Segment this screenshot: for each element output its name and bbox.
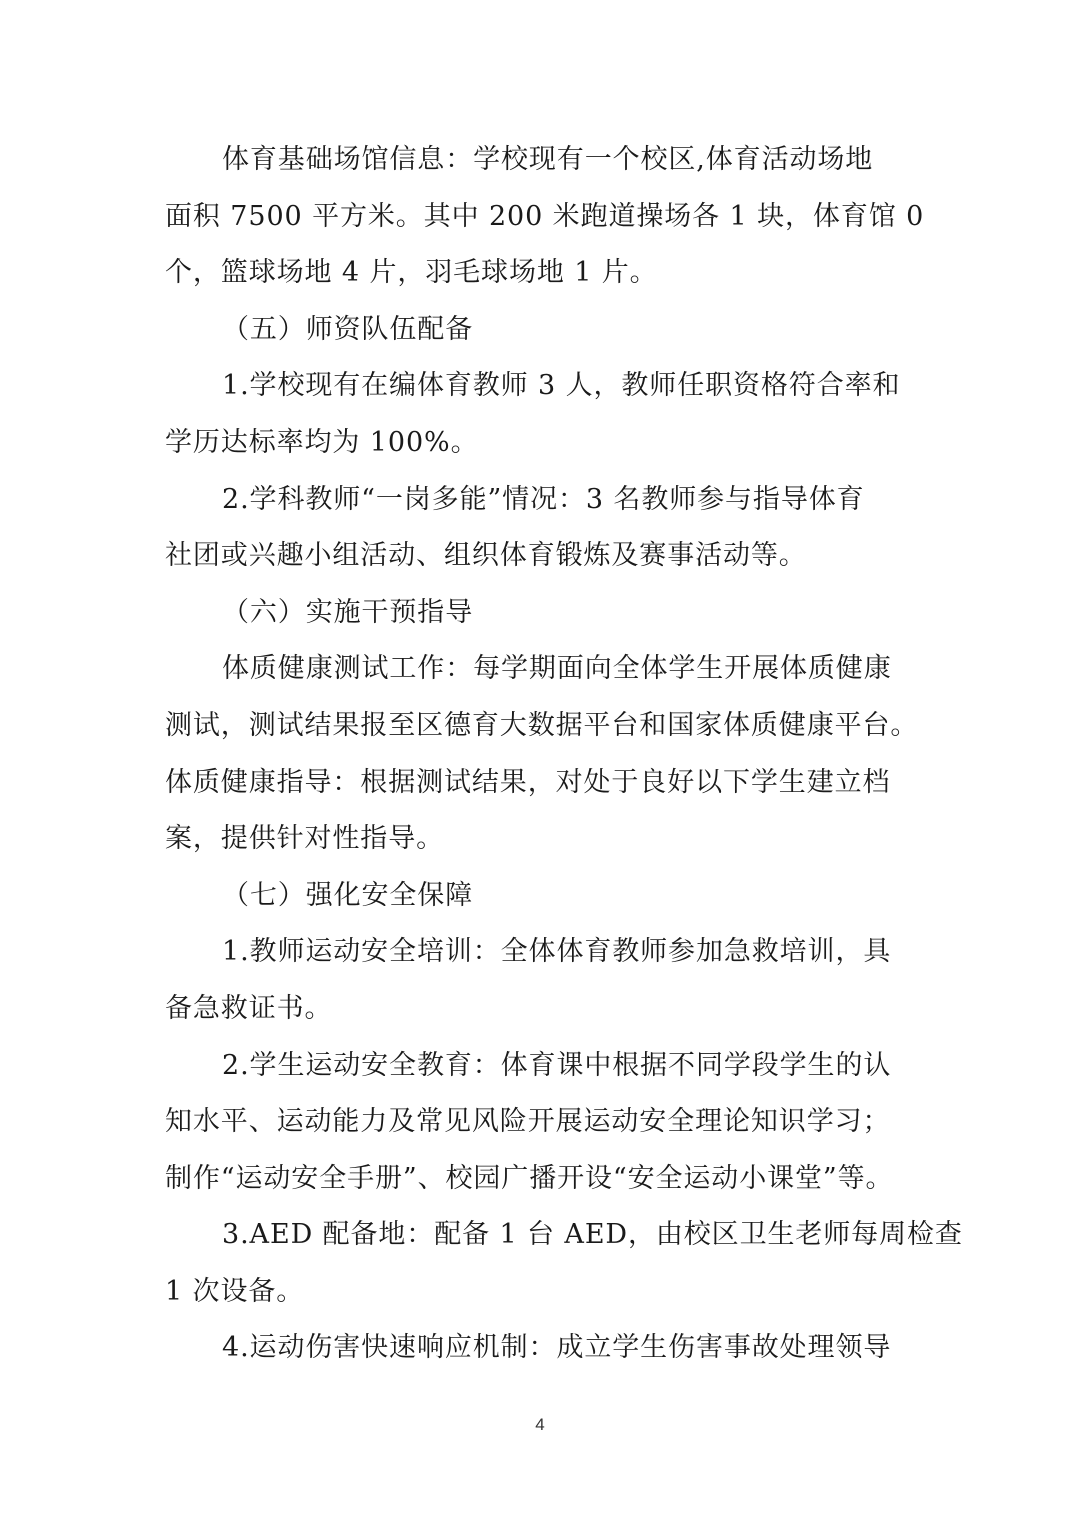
paragraph-line: 2.学生运动安全教育：体育课中根据不同学段学生的认 xyxy=(222,1049,892,1081)
paragraph-line: 社团或兴趣小组活动、组织体育锻炼及赛事活动等。 xyxy=(165,540,807,572)
paragraph-line: 4.运动伤害快速响应机制：成立学生伤害事故处理领导 xyxy=(222,1332,892,1364)
paragraph-line: 面积 7500 平方米。其中 200 米跑道操场各 1 块，体育馆 0 xyxy=(165,200,925,232)
paragraph-line: 1.教师运动安全培训：全体体育教师参加急救培训，具 xyxy=(222,936,892,968)
paragraph-line: 体育基础场馆信息：学校现有一个校区,体育活动场地 xyxy=(222,144,874,175)
paragraph-line: 备急救证书。 xyxy=(165,992,333,1024)
section-heading: （五）师资队伍配备 xyxy=(222,313,474,345)
paragraph-line: 体质健康测试工作：每学期面向全体学生开展体质健康 xyxy=(222,653,892,685)
paragraph-line: 1 次设备。 xyxy=(165,1275,305,1307)
paragraph-line: 案，提供针对性指导。 xyxy=(165,823,444,855)
paragraph-line: 个，篮球场地 4 片，羽毛球场地 1 片。 xyxy=(165,257,658,289)
paragraph-line: 制作“运动安全手册”、校园广播开设“安全运动小课堂”等。 xyxy=(165,1162,894,1194)
paragraph-line: 体质健康指导：根据测试结果，对处于良好以下学生建立档 xyxy=(165,766,891,798)
paragraph-line: 1.学校现有在编体育教师 3 人，教师任职资格符合率和 xyxy=(222,370,901,402)
document-body xyxy=(165,132,963,1377)
paragraph-line: 2.学科教师“一岗多能”情况：3 名教师参与指导体育 xyxy=(222,483,865,515)
paragraph-line: 学历达标率均为 100%。 xyxy=(165,426,479,458)
page-number: 4 xyxy=(535,1415,545,1434)
paragraph-line: 测试，测试结果报至区德育大数据平台和国家体质健康平台。 xyxy=(165,709,919,741)
section-heading: （六）实施干预指导 xyxy=(222,596,474,628)
paragraph-line: 知水平、运动能力及常见风险开展运动安全理论知识学习； xyxy=(165,1106,891,1138)
paragraph-line: 3.AED 配备地：配备 1 台 AED，由校区卫生老师每周检查 xyxy=(222,1219,963,1251)
section-heading: （七）强化安全保障 xyxy=(222,879,474,911)
